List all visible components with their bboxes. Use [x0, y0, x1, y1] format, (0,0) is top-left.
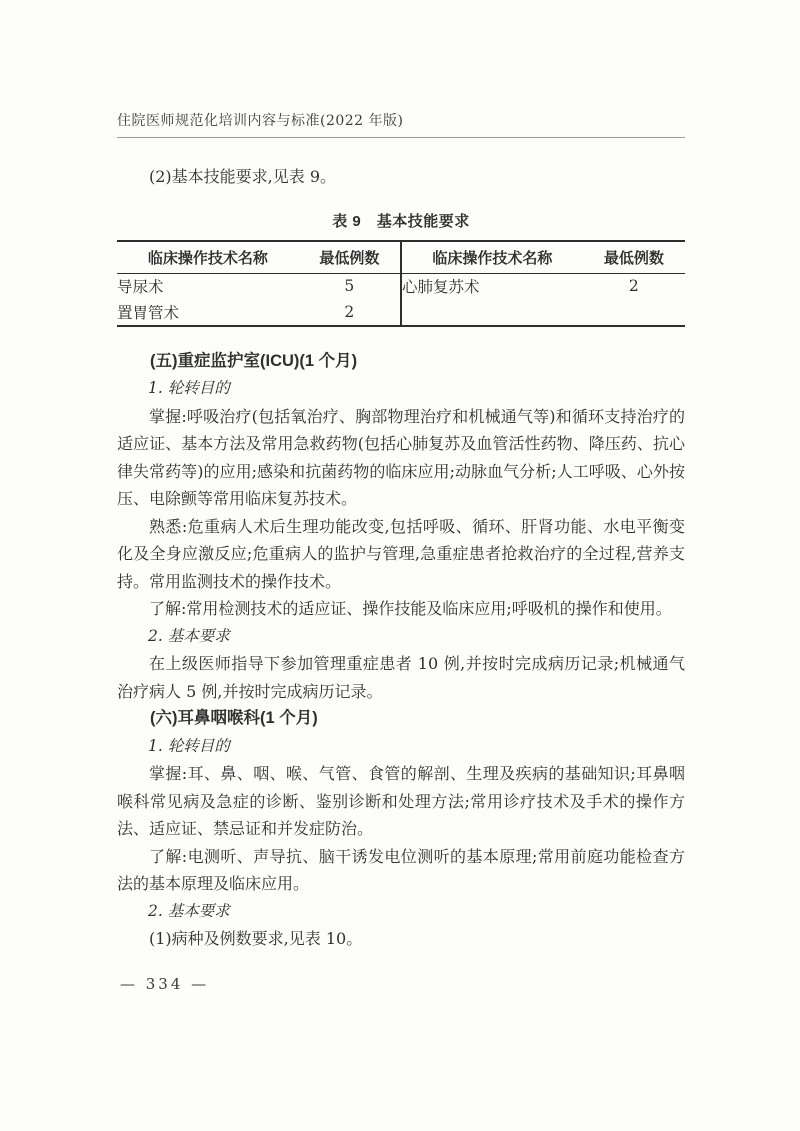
procedure-name-cell: 心肺复苏术 [401, 278, 480, 297]
page-content [117, 110, 685, 953]
table-row [117, 299, 685, 326]
col-header-procedure-right: 临床操作技术名称 [401, 241, 583, 274]
section-5-title: (五)重症监护室(ICU)(1 个月) [150, 351, 358, 370]
section-6-paragraph-requirements: (1)病种及例数要求,见表 10。 [149, 929, 363, 948]
table-row [117, 273, 685, 299]
min-cases-cell: 2 [628, 277, 639, 296]
running-head: 住院医师规范化培训内容与标准(2022 年版) [117, 110, 685, 138]
table9 [117, 240, 685, 327]
procedure-name-cell: 导尿术 [117, 278, 164, 297]
page-number: — 334 — [120, 975, 210, 993]
section-5-subhead-2: 2. 基本要求 [148, 626, 230, 645]
section-6-paragraph-understand: 了解:电测听、声导抗、脑干诱发电位测听的基本原理;常用前庭功能检查方法的基本原理及临床应用。 [117, 846, 685, 893]
min-cases-cell [583, 299, 685, 326]
col-header-min-cases-left: 最低例数 [299, 241, 401, 274]
col-header-min-cases-right: 最低例数 [583, 241, 685, 274]
intro-paragraph: (2)基本技能要求,见表 9。 [149, 167, 337, 186]
table-header-row [117, 241, 685, 274]
section-5-paragraph-requirements: 在上级医师指导下参加管理重症患者 10 例,并按时完成病历记录;机械通气治疗病人 5 例,并按时完成病历记录。 [117, 654, 685, 701]
min-cases-cell: 2 [299, 299, 401, 326]
section-6-paragraph-master: 掌握:耳、鼻、咽、喉、气管、食管的解剖、生理及疾病的基础知识;耳鼻咽喉科常见病及急症的诊断、鉴别诊断和处理方法;常用诊疗技术及手术的操作方法、适应证、禁忌证和并发症防治。 [117, 764, 685, 838]
section-5-paragraph-understand: 了解:常用检测技术的适应证、操作技能及临床应用;呼吸机的操作和使用。 [149, 599, 672, 618]
table9-caption: 表 9 基本技能要求 [332, 212, 470, 230]
section-6-subhead-1: 1. 轮转目的 [148, 736, 230, 755]
section-5-paragraph-master: 掌握:呼吸治疗(包括氧治疗、胸部物理治疗和机械通气等)和循环支持治疗的适应证、基本方法及常用急救药物(包括心肺复苏及血管活性药物、降压药、抗心律失常药等)的应用;感染和抗菌药物的临床应用;动脉血气分析;人工呼吸、心外按压、电除颤等常用临床复苏技术。 [117, 406, 685, 508]
procedure-name-cell [401, 299, 583, 326]
procedure-name-cell: 置胃管术 [117, 303, 180, 322]
section-5-subhead-1: 1. 轮转目的 [148, 379, 230, 397]
section-6-title: (六)耳鼻咽喉科(1 个月) [150, 709, 318, 727]
min-cases-cell: 5 [299, 273, 401, 299]
col-header-procedure-left: 临床操作技术名称 [117, 241, 299, 274]
section-6-subhead-2: 2. 基本要求 [148, 901, 230, 920]
section-5-paragraph-familiar: 熟悉:危重病人术后生理功能改变,包括呼吸、循环、肝肾功能、水电平衡变化及全身应激反应;危重病人的监护与管理,急重症患者抢救治疗的全过程,营养支持。常用监测技术的操作技术。 [117, 516, 685, 591]
